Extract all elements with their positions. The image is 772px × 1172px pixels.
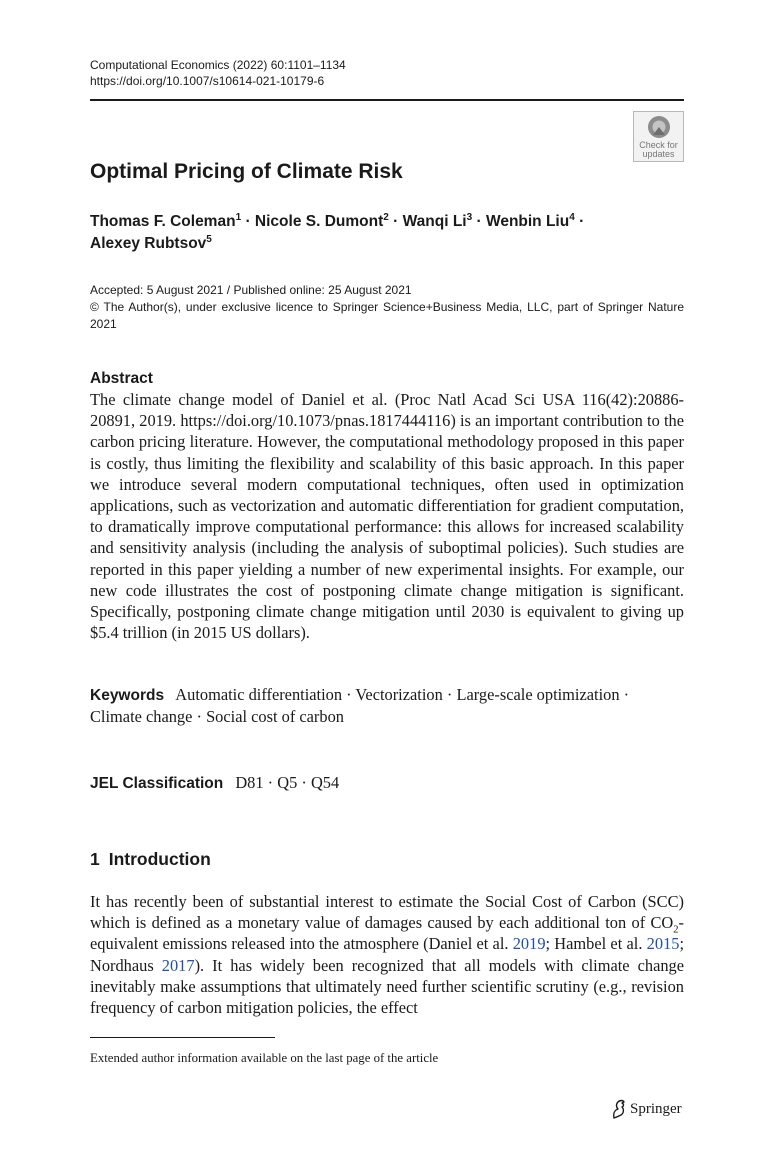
affiliation-mark: 2	[383, 211, 389, 223]
jel-label: JEL Classification	[90, 775, 224, 792]
header-rule	[90, 99, 684, 101]
abstract-text: The climate change model of Daniel et al. (Proc Natl Acad Sci USA 116(42):20886-20891, 2019. https://doi.org/10.1073/pnas.1817444116) is an important contribution to the carbon pricing literature. However, the computational methodology proposed in this paper is costly, thus limiting the flexibility and scalability of this basic approach. In this paper we introduce several modern computational techniques, often used in optimization applications, such as vectorization and automatic differentiation for gradient computation, to dramatically improve computational performance: this allows for increased scalability and sensitivity analysis (including the analysis of suboptimal policies). Such studies are reported in this paper yielding a number of new experimental insights. For example, our new code illustrates the cost of postponing climate change mitigation is significant. Specifically, postponing climate change mitigation until 2030 is equivalent to giving up $5.4 trillion (in 2015 US dollars).	[90, 390, 684, 643]
publisher-name: Springer	[630, 1101, 682, 1117]
footnote: Extended author information available on the last page of the article	[90, 1051, 439, 1065]
author-name: Nicole S. Dumont	[254, 213, 384, 230]
keyword: Vectorization	[355, 685, 443, 704]
journal-citation: Computational Economics (2022) 60:1101–1134	[90, 58, 346, 72]
author-name: Thomas F. Coleman	[90, 213, 236, 230]
publisher-logo	[609, 1097, 682, 1121]
affiliation-mark: 3	[466, 211, 473, 223]
author-name: Alexey Rubtsov	[90, 235, 207, 252]
section-title: Introduction	[108, 849, 211, 869]
affiliation-mark: 4	[569, 211, 575, 223]
section-heading	[90, 848, 211, 870]
intro-text: ; Hambel et al.	[545, 934, 647, 954]
author-name: Wenbin Liu	[485, 213, 570, 230]
author-list	[90, 211, 684, 255]
citation-link[interactable]: 2015	[646, 934, 680, 954]
author-separator: ·	[245, 213, 251, 230]
author-separator: ·	[579, 213, 585, 230]
badge-line-1: Check for	[639, 140, 678, 150]
publication-dates: Accepted: 5 August 2021 / Published online: 25 August 2021	[90, 283, 412, 297]
keyword: Large-scale optimization	[456, 685, 620, 704]
abstract-heading: Abstract	[90, 370, 153, 387]
author-separator: ·	[393, 213, 399, 230]
introduction-paragraph	[90, 891, 684, 1018]
jel-code: Q5	[277, 773, 298, 792]
author-name: Wanqi Li	[402, 213, 467, 230]
badge-line-2: updates	[642, 149, 675, 159]
paper-title: Optimal Pricing of Climate Risk	[90, 160, 403, 183]
jel-code: Q54	[310, 773, 340, 792]
copyright-notice: © The Author(s), under exclusive licence to Springer Science+Business Media, LLC, part of Springer Nature 2021	[90, 300, 684, 331]
section-number: 1	[90, 849, 100, 869]
affiliation-mark: 5	[206, 233, 212, 245]
publication-meta	[90, 282, 684, 333]
author-separator: ·	[476, 213, 482, 230]
crossmark-icon	[644, 115, 674, 141]
keywords-label: Keywords	[90, 687, 165, 704]
intro-text: It has recently been of substantial interest to estimate the Social Cost of Carbon (SCC) which is defined as a monetary value of damages caused by each additional ton of CO	[90, 892, 684, 933]
springer-horse-icon	[609, 1098, 627, 1120]
jel-code: D81	[235, 773, 264, 792]
citation-link[interactable]: 2017	[161, 955, 195, 975]
check-for-updates-badge[interactable]	[633, 111, 684, 162]
journal-header	[90, 57, 346, 89]
intro-text: ; Nordhaus	[90, 934, 685, 975]
affiliation-mark: 1	[235, 211, 242, 223]
jel-classification: JEL Classification D81 · Q5 · Q54	[90, 773, 340, 792]
intro-text: ). It has widely been recognized that all models with climate change inevitably make assumptions that ultimately need further scientific scrutiny (e.g., revision frequency of carbon mitigation policies, the effect	[90, 955, 685, 1018]
keyword: Automatic differentiation	[175, 685, 343, 704]
keyword: Climate change	[90, 707, 193, 727]
footnote-rule	[90, 1037, 275, 1038]
doi-link[interactable]: https://doi.org/10.1007/s10614-021-10179-6	[90, 74, 325, 88]
subscript: 2	[673, 924, 679, 936]
citation-link[interactable]: 2019	[512, 934, 546, 954]
keywords: Keywords Automatic differentiation · Vectorization · Large-scale optimization · Climate change · Social cost of carbon	[90, 685, 630, 727]
keyword: Social cost of carbon	[206, 707, 344, 727]
intro-text: -equivalent emissions released into the atmosphere (Daniel et al.	[90, 913, 684, 954]
